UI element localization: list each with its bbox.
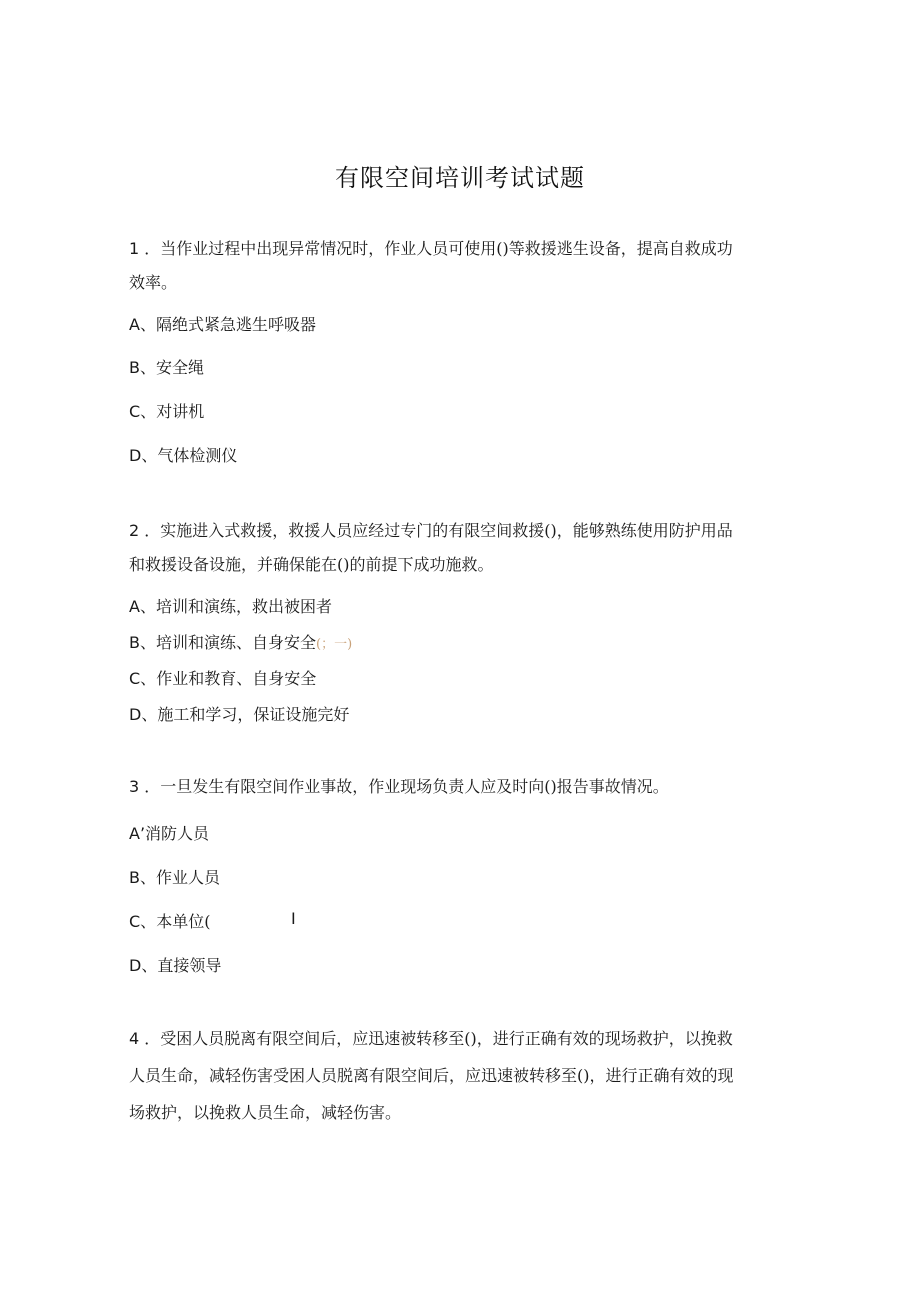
question-1-option-a xyxy=(129,312,316,335)
option-text: 施工和学习，保证设施完好 xyxy=(157,705,350,724)
blank-mark: I xyxy=(291,909,296,928)
question-1-option-d xyxy=(129,443,237,466)
page-title: 有限空间培训考试试题 xyxy=(335,164,585,192)
question-2-option-a xyxy=(129,594,332,617)
option-text: 气体检测仪 xyxy=(157,446,238,465)
question-2-option-c xyxy=(129,666,316,689)
question-3-option-c xyxy=(129,909,210,932)
option-letter: D、 xyxy=(129,705,158,724)
question-number: 3 xyxy=(129,777,140,796)
question-1-line-1 xyxy=(129,236,733,259)
question-number: 2 xyxy=(129,521,140,540)
option-letter: C、 xyxy=(129,402,157,421)
question-2-option-d xyxy=(129,702,349,725)
option-letter: A’ xyxy=(129,824,146,843)
option-letter: C、 xyxy=(129,669,157,688)
question-2-option-b xyxy=(129,630,352,653)
question-text: ．受困人员脱离有限空间后，应迅速被转移至()，进行正确有效的现场救护，以挽救 xyxy=(144,1029,733,1048)
question-3-option-b xyxy=(129,865,220,888)
option-text: 本单位( xyxy=(156,912,211,931)
question-4-line-2: 人员生命，减轻伤害受困人员脱离有限空间后，应迅速被转移至()，进行正确有效的现 xyxy=(129,1066,734,1085)
question-1-option-b xyxy=(129,355,204,378)
option-letter: B、 xyxy=(129,633,156,652)
question-3-option-a xyxy=(129,821,209,844)
option-text: 安全绳 xyxy=(155,358,204,377)
question-4-line-3: 场救护，以挽救人员生命，减轻伤害。 xyxy=(129,1103,402,1122)
question-text: ．一旦发生有限空间作业事故，作业现场负责人应及时向()报告事故情况。 xyxy=(144,777,669,796)
option-text: 隔绝式紧急逃生呼吸器 xyxy=(155,315,316,334)
question-4-line-1 xyxy=(129,1026,733,1049)
question-2-line-2: 和救援设备设施，并确保能在()的前提下成功施救。 xyxy=(129,555,494,574)
option-text: 对讲机 xyxy=(156,402,205,421)
question-text: ．当作业过程中出现异常情况时，作业人员可使用()等救援逃生设备，提高自救成功 xyxy=(144,239,733,258)
question-1-option-c xyxy=(129,399,204,422)
option-letter: C、 xyxy=(129,912,157,931)
option-letter: A、 xyxy=(129,597,156,616)
option-text: 消防人员 xyxy=(145,824,210,843)
question-number: 4 xyxy=(129,1029,140,1048)
option-text: 培训和演练、自身安全 xyxy=(155,633,316,652)
question-number: 1 xyxy=(129,239,140,258)
faint-annotation: (；一) xyxy=(316,637,353,652)
question-3-line-1 xyxy=(129,774,669,797)
question-text: ．实施进入式救援，救援人员应经过专门的有限空间救援()，能够熟练使用防护用品 xyxy=(144,521,733,540)
option-letter: D、 xyxy=(129,446,158,465)
option-letter: B、 xyxy=(129,868,156,887)
option-text: 作业人员 xyxy=(155,868,220,887)
option-text: 培训和演练，救出被困者 xyxy=(155,597,332,616)
option-text: 直接领导 xyxy=(157,956,222,975)
option-letter: D、 xyxy=(129,956,158,975)
option-letter: A、 xyxy=(129,315,156,334)
option-letter: B、 xyxy=(129,358,156,377)
question-2-line-1 xyxy=(129,518,733,541)
question-1-line-2: 效率。 xyxy=(129,273,178,292)
option-text: 作业和教育、自身安全 xyxy=(156,669,317,688)
question-3-option-d xyxy=(129,953,221,976)
